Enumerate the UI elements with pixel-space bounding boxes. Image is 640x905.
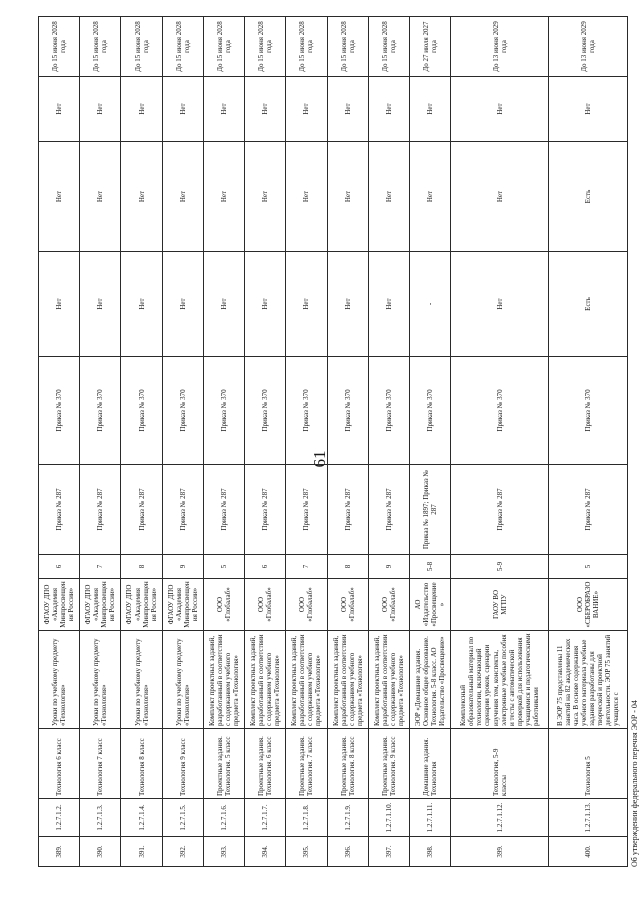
item-description: Комплект проектных заданий, разработанный в соответствии с содержанием учебного предмета «Технология» [368, 631, 409, 729]
grade-level: 5-9 [451, 555, 549, 579]
item-code: 1.2.7.1.3. [80, 799, 121, 837]
flag-column-3: Нет [162, 77, 203, 142]
grade-level: 7 [286, 555, 327, 579]
item-description: Уроки по учебному предмету «Технология» [162, 631, 203, 729]
order-reference-1: Приказ № 287 [286, 465, 327, 555]
grade-level: 5 [203, 555, 244, 579]
order-reference-2: Приказ № 370 [39, 357, 80, 465]
flag-column-1: Нет [80, 252, 121, 357]
flag-column-2: Нет [286, 142, 327, 252]
order-reference-1: Приказ № 287 [39, 465, 80, 555]
table-row [80, 17, 121, 867]
flag-column-1: Нет [203, 252, 244, 357]
validity-deadline: До 15 июня 2028 года [286, 17, 327, 77]
flag-column-3: Нет [121, 77, 162, 142]
flag-column-1: Нет [245, 252, 286, 357]
flag-column-3: Нет [368, 77, 409, 142]
publisher: ООО «Глобалаб» [203, 579, 244, 631]
item-description: Комплект проектных заданий, разработанный в соответствии с содержанием учебного предмета «Технология» [286, 631, 327, 729]
grade-level: 6 [39, 555, 80, 579]
item-name: Технология 6 класс [39, 729, 80, 799]
flag-column-3: Нет [245, 77, 286, 142]
table-row [203, 17, 244, 867]
order-reference-1: Приказ № 287 [245, 465, 286, 555]
validity-deadline: До 15 июня 2028 года [245, 17, 286, 77]
table-row [162, 17, 203, 867]
item-description: Комплексный образовательный материал по технологии, включающий сценарии уроков, сценарии изучения тем, конспекты, электронные учебные пособия и тесты с автоматической проверкой для использования учащимися и педагогическими работниками [451, 631, 549, 729]
item-name: Технология 9 класс [162, 729, 203, 799]
order-reference-1: Приказ № 287 [80, 465, 121, 555]
order-reference-1: Приказ № 1897; Приказ № 287 [409, 465, 450, 555]
item-name: Проектные задания. Технология. 5 класс [203, 729, 244, 799]
item-name: Технология 7 класс [80, 729, 121, 799]
table-row [245, 17, 286, 867]
table-row [39, 17, 80, 867]
order-reference-1: Приказ № 287 [451, 465, 549, 555]
order-reference-2: Приказ № 370 [368, 357, 409, 465]
flag-column-2: Нет [80, 142, 121, 252]
item-description: В ЭОР 75 представлены 11 занятий на 82 академических часа. В основе содержания учебного материала учебные задания разработаны для творческой и проектной деятельности. ЭОР 75 занятий учащихся с [548, 631, 627, 729]
item-description: Комплект проектных заданий, разработанный в соответствии с содержанием учебного предмета «Технология» [245, 631, 286, 729]
item-name: Проектные задания. Технология. 8 класс [327, 729, 368, 799]
item-name: Технология 5 [548, 729, 627, 799]
flag-column-2: Нет [368, 142, 409, 252]
flag-column-3: Нет [80, 77, 121, 142]
item-description: Уроки по учебному предмету «Технология» [39, 631, 80, 729]
flag-column-3: Нет [286, 77, 327, 142]
item-code: 1.2.7.1.4. [121, 799, 162, 837]
item-name: Проектные задания. Технология. 7 класс [286, 729, 327, 799]
validity-deadline: До 13 июня 2029 года [451, 17, 549, 77]
item-code: 1.2.7.1.7. [245, 799, 286, 837]
flag-column-3: Нет [548, 77, 627, 142]
grade-level: 6 [245, 555, 286, 579]
item-description: Комплект проектных заданий, разработанный в соответствии с содержанием учебного предмета «Технология» [327, 631, 368, 729]
order-reference-2: Приказ № 370 [327, 357, 368, 465]
item-code: 1.2.7.1.2. [39, 799, 80, 837]
flag-column-2: Нет [245, 142, 286, 252]
flag-column-3: Нет [39, 77, 80, 142]
publisher: ФГАОУ ДПО «Академия Минпросвещения России» [162, 579, 203, 631]
order-reference-2: Приказ № 370 [451, 357, 549, 465]
item-description: Комплект проектных заданий, разработанный в соответствии с содержанием учебного предмета «Технология» [203, 631, 244, 729]
flag-column-3: Нет [327, 77, 368, 142]
order-reference-2: Приказ № 370 [409, 357, 450, 465]
validity-deadline: До 15 июня 2028 года [80, 17, 121, 77]
row-number: 397. [368, 837, 409, 867]
flag-column-1: Есть [548, 252, 627, 357]
item-description: Уроки по учебному предмету «Технология» [80, 631, 121, 729]
flag-column-1: Нет [162, 252, 203, 357]
flag-column-2: Нет [162, 142, 203, 252]
table-row [368, 17, 409, 867]
validity-deadline: До 15 июня 2028 года [203, 17, 244, 77]
flag-column-3: Нет [203, 77, 244, 142]
item-code: 1.2.7.1.5. [162, 799, 203, 837]
order-reference-2: Приказ № 370 [203, 357, 244, 465]
flag-column-1: Нет [368, 252, 409, 357]
table-row [286, 17, 327, 867]
publisher: ФГАОУ ДПО «Академия Минпросвещения России» [80, 579, 121, 631]
flag-column-1: Нет [121, 252, 162, 357]
order-reference-2: Приказ № 370 [121, 357, 162, 465]
grade-level: 8 [121, 555, 162, 579]
flag-column-2: Есть [548, 142, 627, 252]
row-number: 399. [451, 837, 549, 867]
flag-column-1: Нет [327, 252, 368, 357]
flag-column-3: Нет [409, 77, 450, 142]
order-reference-2: Приказ № 370 [286, 357, 327, 465]
validity-deadline: До 27 июля 2027 года [409, 17, 450, 77]
grade-level: 9 [162, 555, 203, 579]
flag-column-1: Нет [451, 252, 549, 357]
order-reference-1: Приказ № 287 [327, 465, 368, 555]
order-reference-1: Приказ № 287 [203, 465, 244, 555]
row-number: 389. [39, 837, 80, 867]
flag-column-1: - [409, 252, 450, 357]
publisher: ООО «Глобалаб» [286, 579, 327, 631]
flag-column-3: Нет [451, 77, 549, 142]
row-number: 392. [162, 837, 203, 867]
grade-level: 8 [327, 555, 368, 579]
item-name: Проектные задания. Технология. 6 класс [245, 729, 286, 799]
grade-level: 9 [368, 555, 409, 579]
publisher: ООО «СБЕРОБРАЗОВАНИЕ» [548, 579, 627, 631]
item-name: Технология, 5-9 классы [451, 729, 549, 799]
validity-deadline: До 15 июня 2028 года [368, 17, 409, 77]
row-number: 390. [80, 837, 121, 867]
item-code: 1.2.7.1.6. [203, 799, 244, 837]
footer-note: Об утверждении федерального перечня ЭОР - 04 [630, 700, 639, 867]
order-reference-1: Приказ № 287 [162, 465, 203, 555]
grade-level: 5-8 [409, 555, 450, 579]
row-number: 398. [409, 837, 450, 867]
publisher: ООО «Глобалаб» [327, 579, 368, 631]
validity-deadline: До 15 июня 2028 года [162, 17, 203, 77]
flag-column-1: Нет [286, 252, 327, 357]
eor-table [38, 16, 628, 867]
row-number: 396. [327, 837, 368, 867]
item-description: Уроки по учебному предмету «Технология» [121, 631, 162, 729]
publisher: ФГАОУ ДПО «Академия Минпросвещения России» [39, 579, 80, 631]
table-row [451, 17, 549, 867]
item-code: 1.2.7.1.13. [548, 799, 627, 837]
item-code: 1.2.7.1.9. [327, 799, 368, 837]
item-code: 1.2.7.1.11. [409, 799, 450, 837]
validity-deadline: До 15 июня 2028 года [39, 17, 80, 77]
flag-column-2: Нет [409, 142, 450, 252]
order-reference-2: Приказ № 370 [162, 357, 203, 465]
order-reference-1: Приказ № 287 [548, 465, 627, 555]
grade-level: 7 [80, 555, 121, 579]
table-row [409, 17, 450, 867]
row-number: 395. [286, 837, 327, 867]
grade-level: 5 [548, 555, 627, 579]
publisher: АО «Издательство «Просвещение» [409, 579, 450, 631]
flag-column-2: Нет [121, 142, 162, 252]
item-name: Технология 8 класс [121, 729, 162, 799]
publisher: ФГАОУ ДПО «Академия Минпросвещения России» [121, 579, 162, 631]
item-code: 1.2.7.1.12. [451, 799, 549, 837]
flag-column-1: Нет [39, 252, 80, 357]
flag-column-2: Нет [451, 142, 549, 252]
table-row [548, 17, 627, 867]
row-number: 393. [203, 837, 244, 867]
item-name: Домашние задания. Технология [409, 729, 450, 799]
row-number: 391. [121, 837, 162, 867]
publisher: ГАОУ ВО МГПУ [451, 579, 549, 631]
order-reference-2: Приказ № 370 [80, 357, 121, 465]
table-row [327, 17, 368, 867]
order-reference-2: Приказ № 370 [548, 357, 627, 465]
item-name: Проектные задания. Технология. 9 класс [368, 729, 409, 799]
order-reference-2: Приказ № 370 [245, 357, 286, 465]
validity-deadline: До 15 июня 2028 года [121, 17, 162, 77]
validity-deadline: До 15 июня 2028 года [327, 17, 368, 77]
publisher: ООО «Глобалаб» [245, 579, 286, 631]
flag-column-2: Нет [203, 142, 244, 252]
table-row [121, 17, 162, 867]
flag-column-2: Нет [327, 142, 368, 252]
row-number: 394. [245, 837, 286, 867]
flag-column-2: Нет [39, 142, 80, 252]
page-number: 61 [310, 450, 329, 468]
order-reference-1: Приказ № 287 [368, 465, 409, 555]
validity-deadline: До 13 июня 2029 года [548, 17, 627, 77]
item-description: ЭОР «Домашние задания. Основное общее образование. Технология. 5-8 класс. АО Издательство «Просвещение» [409, 631, 450, 729]
publisher: ООО «Глобалаб» [368, 579, 409, 631]
row-number: 400. [548, 837, 627, 867]
order-reference-1: Приказ № 287 [121, 465, 162, 555]
item-code: 1.2.7.1.8. [286, 799, 327, 837]
item-code: 1.2.7.1.10. [368, 799, 409, 837]
